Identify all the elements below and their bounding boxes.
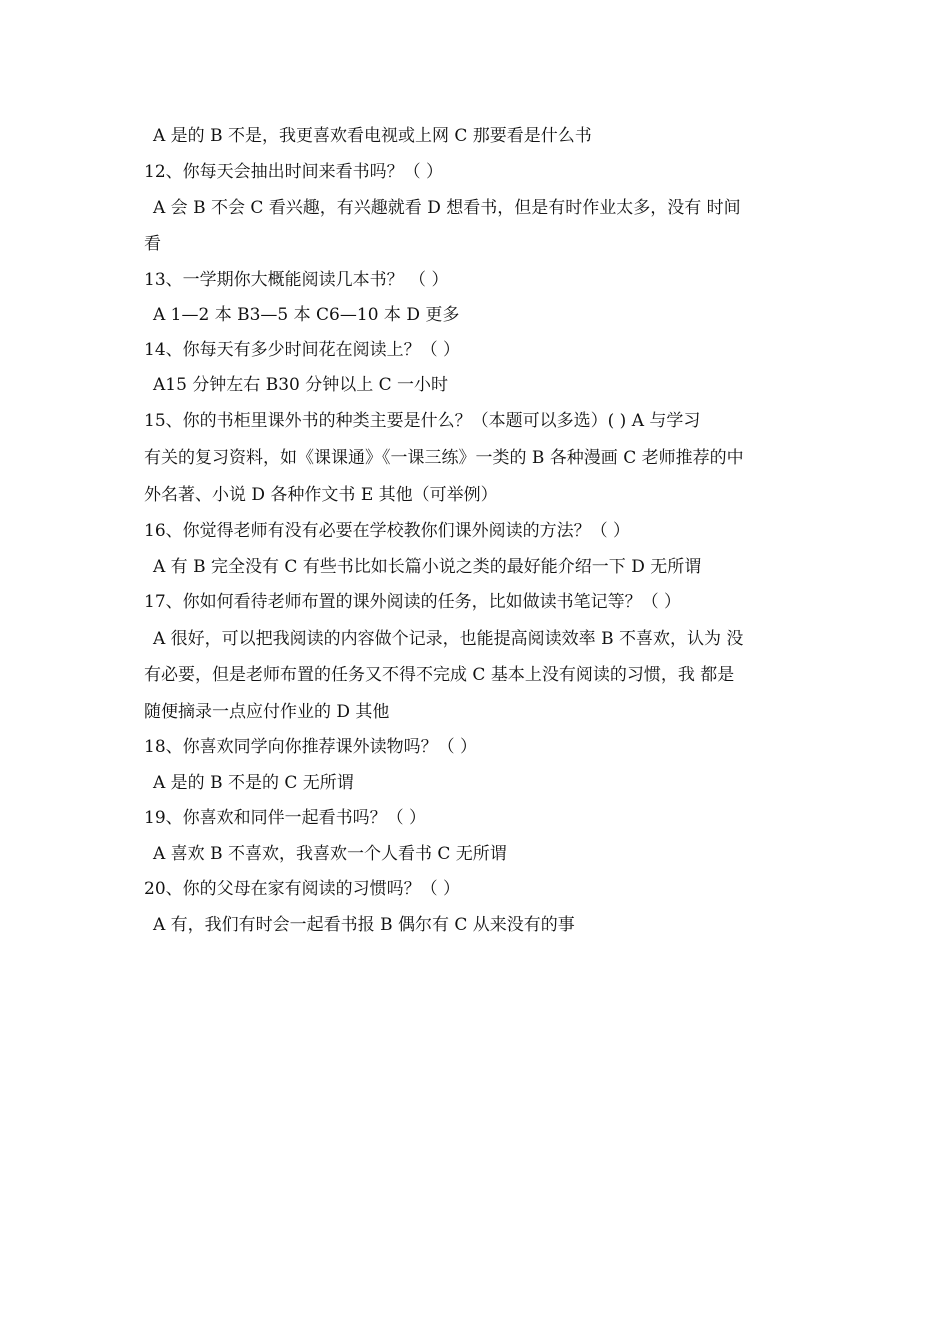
q15-options-line-1: 有关的复习资料，如《课课通》《一课三练》一类的 B 各种漫画 C 老师推荐的中	[144, 448, 744, 468]
q12-options: A 会 B 不会 C 看兴趣，有兴趣就看 D 想看书，但是有时作业太多，没有 时间	[153, 198, 741, 218]
q20-options: A 有，我们有时会一起看书报 B 偶尔有 C 从来没有的事	[153, 915, 575, 935]
q17-options-line-3: 随便摘录一点应付作业的 D 其他	[144, 702, 390, 722]
q16-options: A 有 B 完全没有 C 有些书比如长篇小说之类的最好能介绍一下 D 无所谓	[153, 557, 702, 577]
q17-question: 17、你如何看待老师布置的课外阅读的任务，比如做读书笔记等？（ ）	[144, 592, 682, 612]
q15-options-line-2: 外名著、小说 D 各种作文书 E 其他（可举例）	[144, 485, 498, 505]
q20-question: 20、你的父母在家有阅读的习惯吗？（ ）	[144, 879, 461, 899]
q17-options-line-1: A 很好，可以把我阅读的内容做个记录，也能提高阅读效率 B 不喜欢，认为 没	[153, 629, 744, 649]
q14-question: 14、你每天有多少时间花在阅读上？（ ）	[144, 340, 461, 360]
q16-question: 16、你觉得老师有没有必要在学校教你们课外阅读的方法？（ ）	[144, 521, 631, 541]
q18-question: 18、你喜欢同学向你推荐课外读物吗？（ ）	[144, 737, 478, 757]
q14-options: A15 分钟左右 B30 分钟以上 C 一小时	[153, 375, 449, 395]
q13-question: 13、一学期你大概能阅读几本书？ （ ）	[144, 270, 449, 290]
q13-options: A 1—2 本 B3—5 本 C6—10 本 D 更多	[153, 305, 460, 325]
q11-options: A 是的 B 不是，我更喜欢看电视或上网 C 那要看是什么书	[153, 126, 592, 146]
q12-options-continued: 看	[144, 234, 161, 254]
q15-question: 15、你的书柜里课外书的种类主要是什么？（本题可以多选）( ) A 与学习	[144, 411, 701, 431]
q12-question: 12、你每天会抽出时间来看书吗？（ ）	[144, 162, 444, 182]
q17-options-line-2: 有必要，但是老师布置的任务又不得不完成 C 基本上没有阅读的习惯，我 都是	[144, 665, 735, 685]
q18-options: A 是的 B 不是的 C 无所谓	[153, 773, 354, 793]
q19-options: A 喜欢 B 不喜欢，我喜欢一个人看书 C 无所谓	[153, 844, 507, 864]
q19-question: 19、你喜欢和同伴一起看书吗？（ ）	[144, 808, 427, 828]
